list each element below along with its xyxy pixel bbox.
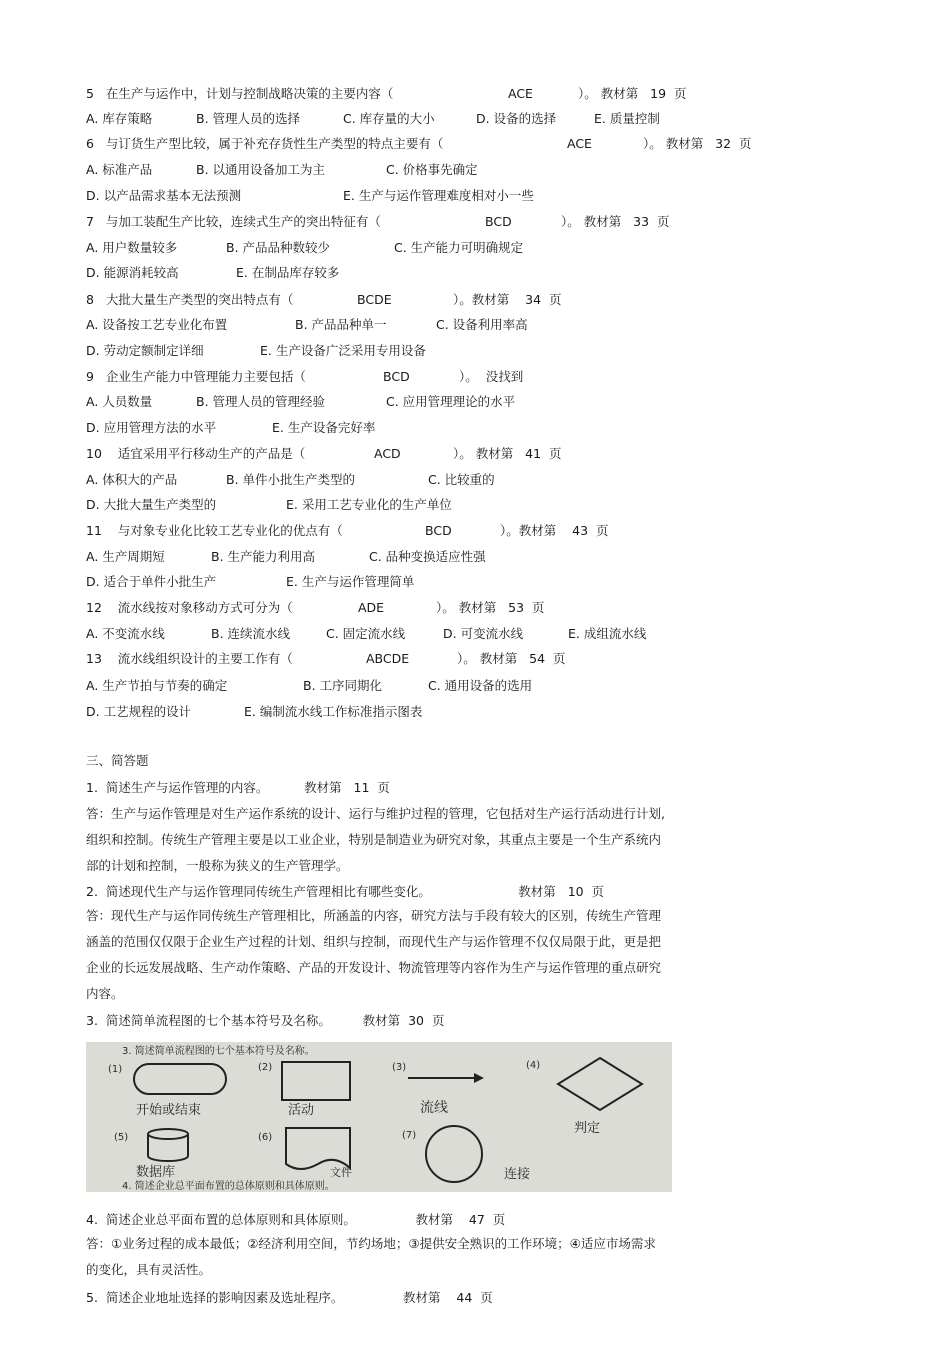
short-a1-line1: 答：生产与运作管理是对生产运作系统的设计、运行与维护过程的管理，它包括对生产运行活动进行计划, bbox=[86, 806, 665, 821]
decision-symbol bbox=[558, 1058, 642, 1110]
short-a2-line1: 答：现代生产与运作同传统生产管理相比，所涵盖的内容，研究方法与手段有较大的区别，传统生产管理 bbox=[86, 908, 662, 923]
short-a1-line3: 部的计划和控制，一般称为狭义的生产管理学。 bbox=[86, 858, 349, 873]
short-q4: 4. 简述企业总平面布置的总体原则和具体原则。 教材第 47 页 bbox=[86, 1212, 506, 1227]
figure-item-2-num: (2) bbox=[258, 1062, 273, 1073]
q9-option-b: B. 管理人员的管理经验 bbox=[196, 394, 326, 409]
figure-item-1-label: 开始或结束 bbox=[136, 1103, 202, 1118]
q10-option-d: D. 大批大量生产类型的 bbox=[86, 497, 217, 512]
q8-option-c: C. 设备利用率高 bbox=[436, 317, 528, 332]
short-a4-line2: 的变化，具有灵活性。 bbox=[86, 1262, 212, 1277]
flowchart-symbols-figure bbox=[86, 1042, 672, 1192]
q7-option-e: E. 在制品库存较多 bbox=[236, 265, 340, 280]
q5-option-d: D. 设备的选择 bbox=[476, 111, 557, 126]
q13-answer: ABCDE bbox=[366, 651, 410, 666]
q9-ref: ）。 没找到 bbox=[459, 369, 524, 384]
figure-item-1-num: (1) bbox=[108, 1064, 123, 1075]
q9-option-a: A. 人员数量 bbox=[86, 394, 153, 409]
q7-stem: 7 与加工装配生产比较，连续式生产的突出特征有（ bbox=[86, 214, 381, 229]
q5-answer: ACE bbox=[508, 86, 533, 101]
figure-item-4-num: (4) bbox=[526, 1060, 541, 1071]
figure-item-7-num: (7) bbox=[402, 1130, 417, 1141]
connector-symbol bbox=[426, 1126, 482, 1182]
short-q5: 5. 简述企业地址选择的影响因素及选址程序。 教材第 44 页 bbox=[86, 1290, 493, 1305]
document-symbol bbox=[286, 1128, 350, 1169]
figure-item-7-label: 连接 bbox=[504, 1167, 531, 1182]
figure-header: 3. 简述简单流程图的七个基本符号及名称。 bbox=[122, 1046, 315, 1057]
q11-answer: BCD bbox=[425, 523, 452, 538]
figure-item-4-label: 判定 bbox=[574, 1121, 601, 1136]
q5-option-a: A. 库存策略 bbox=[86, 111, 153, 126]
q5-stem: 5 在生产与运作中，计划与控制战略决策的主要内容（ bbox=[86, 86, 394, 101]
q9-option-e: E. 生产设备完好率 bbox=[272, 420, 376, 435]
q12-option-b: B. 连续流水线 bbox=[211, 626, 291, 641]
q6-option-e: E. 生产与运作管理难度相对小一些 bbox=[343, 188, 534, 203]
q6-option-d: D. 以产品需求基本无法预测 bbox=[86, 188, 242, 203]
q12-ref: ）。 教材第 53 页 bbox=[436, 600, 545, 615]
q12-option-c: C. 固定流水线 bbox=[326, 626, 406, 641]
q6-answer: ACE bbox=[567, 136, 592, 151]
q9-stem: 9 企业生产能力中管理能力主要包括（ bbox=[86, 369, 306, 384]
short-a2-line2: 涵盖的范围仅仅限于企业生产过程的计划、组织与控制，而现代生产与运作管理不仅仅局限于此，更是把 bbox=[86, 934, 662, 949]
activity-symbol bbox=[282, 1062, 350, 1100]
q12-stem: 12 流水线按对象移动方式可分为（ bbox=[86, 600, 293, 615]
q13-ref: ）。 教材第 54 页 bbox=[457, 651, 566, 666]
terminator-symbol bbox=[134, 1064, 226, 1094]
figure-item-6-num: (6) bbox=[258, 1132, 273, 1143]
q5-option-b: B. 管理人员的选择 bbox=[196, 111, 301, 126]
q7-option-b: B. 产品品种数较少 bbox=[226, 240, 331, 255]
q10-answer: ACD bbox=[374, 446, 401, 461]
short-a1-line2: 组织和控制。传统生产管理主要是以工业企业，特别是制造业为研究对象，其重点主要是一个生产系统内 bbox=[86, 832, 662, 847]
q11-ref: ）。教材第 43 页 bbox=[500, 523, 609, 538]
q13-option-e: E. 编制流水线工作标准指示图表 bbox=[244, 704, 423, 719]
q11-option-d: D. 适合于单件小批生产 bbox=[86, 574, 217, 589]
q10-option-c: C. 比较重的 bbox=[428, 472, 495, 487]
q5-ref: ）。 教材第 19 页 bbox=[578, 86, 687, 101]
short-a2-line3: 企业的长远发展战略、生产动作策略、产品的开发设计、物流管理等内容作为生产与运作管理的重点研究 bbox=[86, 960, 662, 975]
short-a2-line4: 内容。 bbox=[86, 986, 124, 1001]
q7-option-c: C. 生产能力可明确规定 bbox=[394, 240, 524, 255]
q10-ref: ）。 教材第 41 页 bbox=[453, 446, 562, 461]
short-q1: 1. 简述生产与运作管理的内容。 教材第 11 页 bbox=[86, 780, 390, 795]
q9-answer: BCD bbox=[383, 369, 410, 384]
short-q3: 3. 简述简单流程图的七个基本符号及名称。 教材第 30 页 bbox=[86, 1013, 445, 1028]
q5-option-c: C. 库存量的大小 bbox=[343, 111, 435, 126]
q11-option-a: A. 生产周期短 bbox=[86, 549, 165, 564]
q11-stem: 11 与对象专业化比较工艺专业化的优点有（ bbox=[86, 523, 343, 538]
q13-option-c: C. 通用设备的选用 bbox=[428, 678, 533, 693]
flow-arrowhead bbox=[474, 1073, 484, 1083]
q7-ref: ）。 教材第 33 页 bbox=[561, 214, 670, 229]
figure-item-5-label: 数据库 bbox=[136, 1165, 176, 1180]
q8-option-a: A. 设备按工艺专业化布置 bbox=[86, 317, 228, 332]
q9-option-c: C. 应用管理理论的水平 bbox=[386, 394, 516, 409]
q6-option-b: B. 以通用设备加工为主 bbox=[196, 162, 326, 177]
q8-ref: ）。教材第 34 页 bbox=[453, 292, 562, 307]
q6-option-c: C. 价格事先确定 bbox=[386, 162, 478, 177]
q13-option-d: D. 工艺规程的设计 bbox=[86, 704, 192, 719]
q10-option-b: B. 单件小批生产类型的 bbox=[226, 472, 356, 487]
q8-option-b: B. 产品品种单一 bbox=[295, 317, 387, 332]
q8-stem: 8 大批大量生产类型的突出特点有（ bbox=[86, 292, 294, 307]
q11-option-e: E. 生产与运作管理简单 bbox=[286, 574, 415, 589]
q12-option-a: A. 不变流水线 bbox=[86, 626, 165, 641]
q8-answer: BCDE bbox=[357, 292, 392, 307]
q11-option-c: C. 品种变换适应性强 bbox=[369, 549, 486, 564]
q8-option-d: D. 劳动定额制定详细 bbox=[86, 343, 204, 358]
q12-answer: ADE bbox=[358, 600, 385, 615]
q13-stem: 13 流水线组织设计的主要工作有（ bbox=[86, 651, 293, 666]
figure-item-6-label: 文件 bbox=[330, 1166, 352, 1179]
q6-stem: 6 与订货生产型比较，属于补充存货性生产类型的特点主要有（ bbox=[86, 136, 444, 151]
q9-option-d: D. 应用管理方法的水平 bbox=[86, 420, 217, 435]
q6-ref: ）。 教材第 32 页 bbox=[643, 136, 752, 151]
q7-answer: BCD bbox=[485, 214, 512, 229]
figure-item-5-num: (5) bbox=[114, 1132, 129, 1143]
q7-option-d: D. 能源消耗较高 bbox=[86, 265, 179, 280]
q11-option-b: B. 生产能力利用高 bbox=[211, 549, 316, 564]
figure-item-3-num: (3) bbox=[392, 1062, 407, 1073]
q12-option-d: D. 可变流水线 bbox=[443, 626, 524, 641]
database-symbol-top bbox=[148, 1129, 188, 1139]
figure-item-2-label: 活动 bbox=[288, 1103, 315, 1118]
section-title: 三、简答题 bbox=[86, 753, 149, 768]
figure-footer: 4. 简述企业总平面布置的总体原则和具体原则。 bbox=[122, 1181, 335, 1192]
q10-option-a: A. 体积大的产品 bbox=[86, 472, 178, 487]
short-a4-line1: 答：①业务过程的成本最低；②经济利用空间，节约场地；③提供安全熟识的工作环境；④适应市场需求 bbox=[86, 1236, 656, 1251]
short-q2: 2. 简述现代生产与运作管理同传统生产管理相比有哪些变化。 教材第 10 页 bbox=[86, 884, 605, 899]
q13-option-a: A. 生产节拍与节奏的确定 bbox=[86, 678, 228, 693]
q12-option-e: E. 成组流水线 bbox=[568, 626, 647, 641]
q8-option-e: E. 生产设备广泛采用专用设备 bbox=[260, 343, 426, 358]
q5-option-e: E. 质量控制 bbox=[594, 111, 660, 126]
q10-option-e: E. 采用工艺专业化的生产单位 bbox=[286, 497, 452, 512]
q10-stem: 10 适宜采用平行移动生产的产品是（ bbox=[86, 446, 306, 461]
figure-item-3-label: 流线 bbox=[420, 1100, 448, 1116]
q7-option-a: A. 用户数量较多 bbox=[86, 240, 178, 255]
q13-option-b: B. 工序同期化 bbox=[303, 678, 383, 693]
q6-option-a: A. 标准产品 bbox=[86, 162, 153, 177]
